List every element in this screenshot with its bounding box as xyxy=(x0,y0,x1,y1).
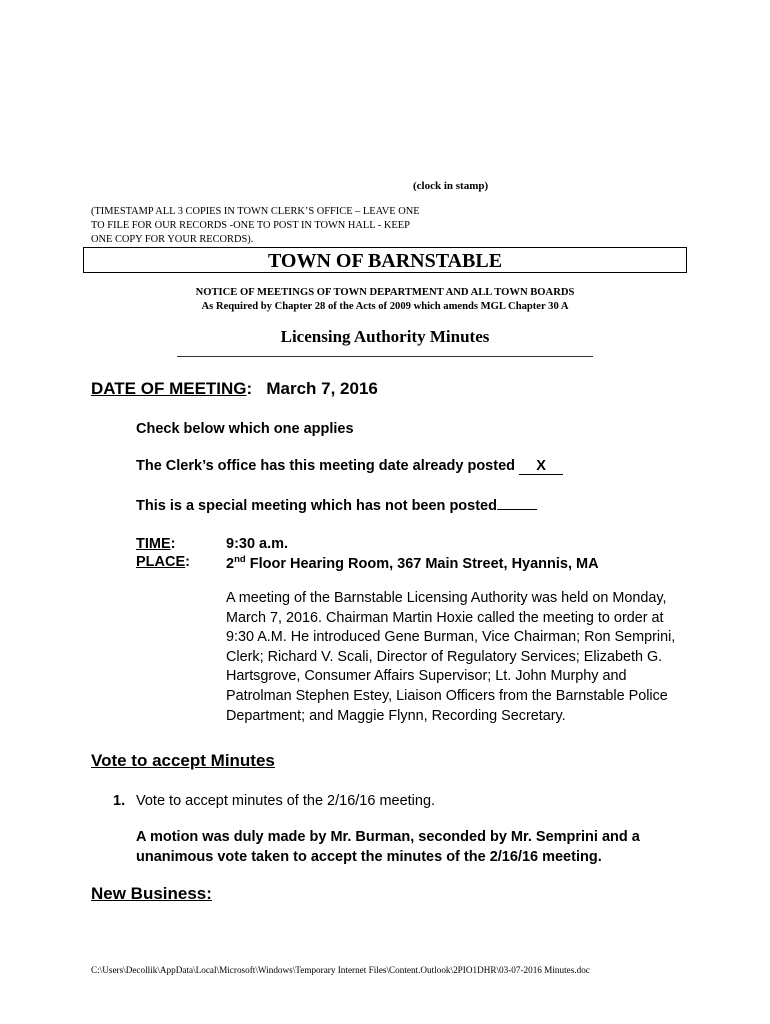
special-blank xyxy=(497,495,537,510)
place-value-rest: Floor Hearing Room, 367 Main Street, Hyannis, MA xyxy=(245,555,599,572)
posted-option-text: The Clerk’s office has this meeting date already posted xyxy=(136,458,515,474)
new-business-heading: New Business: xyxy=(91,884,212,903)
place-value-sup: nd xyxy=(234,554,246,565)
notice-line-2: As Required by Chapter 28 of the Acts of 2009 which amends MGL Chapter 30 A xyxy=(201,301,569,312)
motion-text: A motion was duly made by Mr. Burman, seconded by Mr. Semprini and a unanimous vote taken to accept the minutes of the 2/16/16 meeting. xyxy=(136,829,640,865)
vote-minutes-heading: Vote to accept Minutes xyxy=(91,751,275,770)
meeting-date-colon: : xyxy=(246,379,253,398)
time-label xyxy=(136,536,175,552)
place-label-text: PLACE xyxy=(136,554,186,570)
posted-option xyxy=(136,458,563,475)
item-1-text: Vote to accept minutes of the 2/16/16 meeting. xyxy=(136,793,436,809)
place-label xyxy=(136,554,190,570)
special-option-text: This is a special meeting which has not been posted xyxy=(136,498,497,514)
title-divider xyxy=(177,356,593,357)
check-instruction: Check below which one applies xyxy=(136,421,354,437)
meeting-paragraph: A meeting of the Barnstable Licensing Authority was held on Monday, March 7, 2016. Chairman Martin Hoxie called the meeting to order at 9:30 A.M. He introduced Gene Burman, Vice Chairman; Ron Semprini, Clerk; Richard V. Scali, Director of Regulatory Services; Elizabeth G. Hartsgrove, Consumer Affairs Supervisor; Lt. John Murphy and Patrolman Stephen Estey, Liaison Officers from the Barnstable Police Department; and Maggie Flynn, Recording Secretary. xyxy=(226,590,676,724)
place-value xyxy=(226,554,599,572)
posted-checkmark: X xyxy=(519,459,563,475)
document-title: Licensing Authority Minutes xyxy=(280,327,490,346)
meeting-date-label: DATE OF MEETING xyxy=(91,379,247,398)
special-option xyxy=(136,495,537,514)
meeting-date xyxy=(91,379,378,399)
time-value: 9:30 a.m. xyxy=(226,536,289,552)
time-label-text: TIME xyxy=(136,536,171,552)
timestamp-instructions: (TIMESTAMP ALL 3 COPIES IN TOWN CLERK’S OFFICE – LEAVE ONE TO FILE FOR OUR RECORDS -ONE TO POST IN TOWN HALL - KEEP ONE COPY FOR YOUR RECORDS). xyxy=(91,206,420,245)
notice-line-1: NOTICE OF MEETINGS OF TOWN DEPARTMENT AND ALL TOWN BOARDS xyxy=(195,287,575,298)
clock-in-stamp-label: (clock in stamp) xyxy=(413,180,489,192)
file-path-footer: C:\Users\Decollik\AppData\Local\Microsoft\Windows\Temporary Internet Files\Content.Outlook\2PIO1DHR\03-07-2016 Minutes.doc xyxy=(91,965,590,975)
item-1-number: 1. xyxy=(113,793,126,809)
town-title-box: TOWN OF BARNSTABLE xyxy=(83,247,687,273)
place-value-num: 2 xyxy=(226,555,235,572)
time-label-colon: : xyxy=(170,536,176,552)
meeting-date-value: March 7, 2016 xyxy=(266,379,378,398)
place-label-colon: : xyxy=(185,554,190,570)
